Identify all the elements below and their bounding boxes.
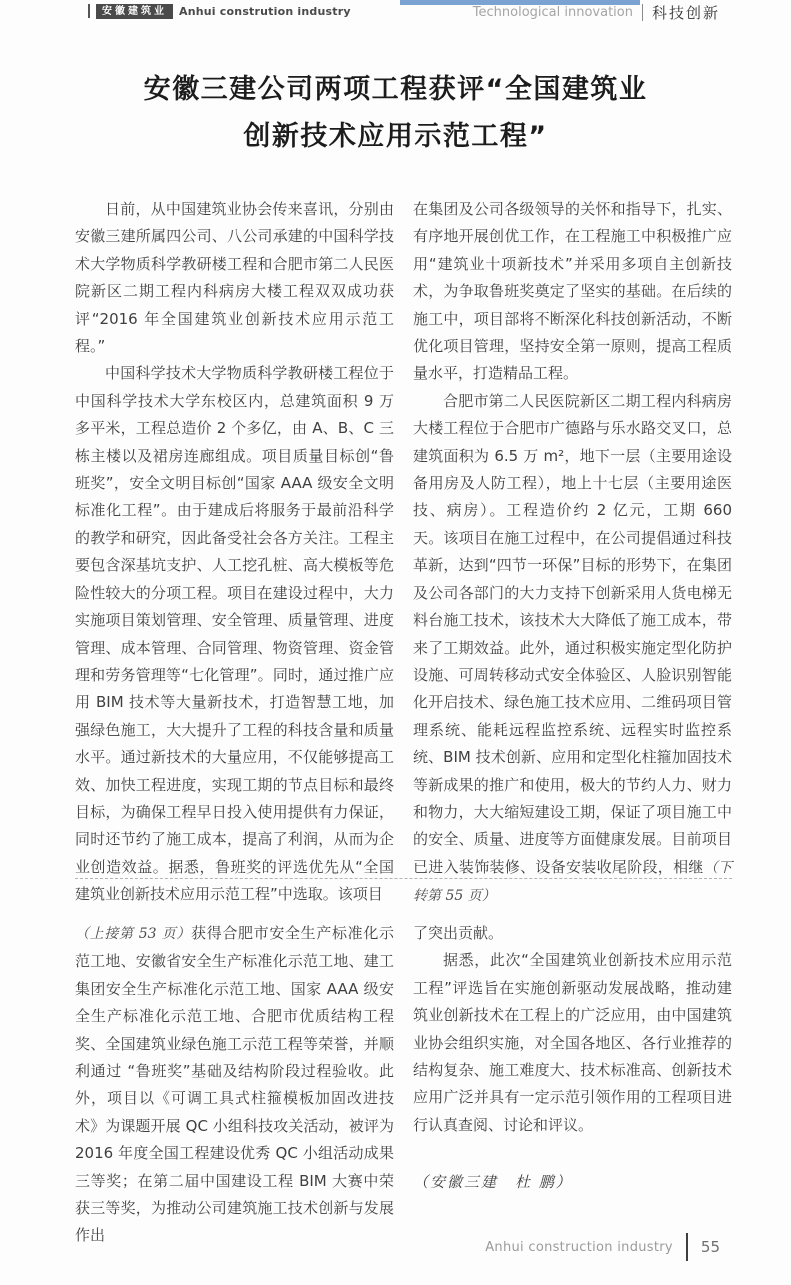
top-right-column xyxy=(413,196,732,911)
article-title-line1: 安徽三建公司两项工程获评“全国建筑业 xyxy=(143,74,648,105)
paragraph-text: 获得合肥市安全生产标准化示范工地、安徽省安全生产标准化示范工地、建工集团安全生产标准化示范工地、国家 AAA 级安全生产标准化示范工地、合肥市优质结构工程奖、全国建筑业绿色施工示范工程等荣誉，并顺利通过 “鲁班奖”基础及结构阶段过程验收。此外，项目以《可调工具式柱箍模板加固改进技术》为课题开展 QC 小组科技攻关活动，被评为 2016 年度全国工程建设优秀 QC 小组活动成果三等奖；在第二届中国建设工程 BIM 大赛中荣获三等奖，为推动公司建筑施工技术创新与发展作出 xyxy=(75,924,394,1245)
paragraph: 据悉，此次“全国建筑业创新技术应用示范工程”评选旨在实施创新驱动发展战略，推动建筑业创新技术在工程上的广泛应用，由中国建筑业协会组织实施，对全国各地区、各行业推荐的结构复杂、施工难度大、技术标准高、创新技术应用广泛并具有一定示范引领作用的工程项目进行认真查阅、讨论和评议。 xyxy=(413,951,732,1134)
section-title-zh: 科技创新 xyxy=(651,3,720,22)
header-right xyxy=(473,2,720,22)
paragraph: 日前，从中国建筑业协会传来喜讯，分别由安徽三建所属四公司、八公司承建的中国科学技术大学物质科学教研楼工程和合肥市第二人民医院新区二期工程内科病房大楼工程双双成功获评“2016 年全国建筑业创新技术应用示范工程。” xyxy=(75,200,394,356)
article-title-line2: 创新技术应用示范工程” xyxy=(243,121,548,152)
bottom-right-column xyxy=(413,920,732,1250)
paragraph: 中国科学技术大学物质科学教研楼工程位于中国科学技术大学东校区内，总建筑面积 9 万多平米，工程总造价 2 个多亿，由 A、B、C 三栋主楼以及裙房连廊组成。项目质量目标创“鲁班奖”，安全文明目标创“国家 AAA 级安全文明标准化工程”。由于建成后将服务于最前沿科学的教学和研究，因此备受社会各方关注。工程主要包含深基坑支护、人工挖孔桩、高大模板等危险性较大的分项工程。项目在建设过程中，大力实施项目策划管理、安全管理、质量管理、进度管理、成本管理、合同管理、物资管理、资金管理和劳务管理等“七化管理”。同时，通过推广应用 BIM 技术等大量新技术，打造智慧工地，加强绿色施工，大大提升了工程的科技含量和质量水平。通过新技术的大量应用，不仅能够提高工效、加快工程进度，实现工期的节点目标和最终目标，为确保工程早日投入使用提供有力保证，同时还节约了施工成本，提高了利润，从而为企业创造效益。据悉，鲁班奖的评选优先从“全国建筑业创新技术应用示范工程”中选取。该项目 xyxy=(75,364,394,904)
page-footer xyxy=(485,1232,720,1262)
page-number: 55 xyxy=(700,1238,720,1256)
article-title xyxy=(0,66,791,160)
dashed-divider xyxy=(75,878,732,879)
bottom-left-column xyxy=(75,920,394,1250)
top-left-column xyxy=(75,196,394,911)
paragraph xyxy=(413,388,732,911)
article-body-top xyxy=(75,196,732,911)
paragraph xyxy=(75,920,394,1250)
magazine-badge: 安徽建筑业 xyxy=(96,4,173,19)
header-rule xyxy=(88,4,90,18)
magazine-name: Anhui constrution industry xyxy=(179,4,351,18)
paragraph-text: 合肥市第二人民医院新区二期工程内科病房大楼工程位于合肥市广德路与乐水路交叉口，总建筑面积为 6.5 万 m²，地下一层（主要用途设备用房及人防工程），地上十七层（主要用途医技、病房）。工程造价约 2 亿元，工期 660 天。该项目在施工过程中，在公司提倡通过科技革新，达到“四节一环保”目标的形势下，在集团及公司各部门的大力支持下创新采用人货电梯无料台施工技术，该技术大大降低了施工成本，带来了工期效益。此外，通过积极实施定型化防护设施、可周转移动式安全体验区、人脸识别智能化开启技术、绿色施工技术应用、二维码项目管理系统、能耗远程监控系统、远程实时监控系统、BIM 技术创新、应用和定型化柱箍加固技术等新成果的推广和使用，极大的节约人力、财力和物力，大大缩短建设工期，保证了项目施工中的安全、质量、进度等方面健康发展。目前项目已进入装饰装修、设备安装收尾阶段，相继 xyxy=(413,391,732,876)
paragraph: 在集团及公司各级领导的关怀和指导下，扎实、有序地开展创优工作，在工程施工中积极推广应用“建筑业十项新技术”并采用多项自主创新技术，为争取鲁班奖奠定了坚实的基础。在后续的施工中，项目部将不断深化科技创新活动，不断优化项目管理，坚持安全第一原则，提高工程质量水平，打造精品工程。 xyxy=(413,200,732,383)
footer-rule xyxy=(686,1233,688,1261)
section-title-en: Technological innovation xyxy=(472,4,633,20)
continued-from-marker: （上接第 53 页） xyxy=(75,926,192,942)
article-body-bottom xyxy=(75,920,732,1250)
author-byline: （安徽三建 杜 鹏） xyxy=(413,1173,573,1192)
page-header xyxy=(0,2,791,24)
footer-magazine-name: Anhui construction industry xyxy=(485,1239,673,1255)
turn-page-marker: （下转第 55 页） xyxy=(413,859,732,905)
paragraph: 了突出贡献。 xyxy=(413,924,504,942)
header-divider xyxy=(642,4,643,21)
header-left xyxy=(88,2,351,20)
